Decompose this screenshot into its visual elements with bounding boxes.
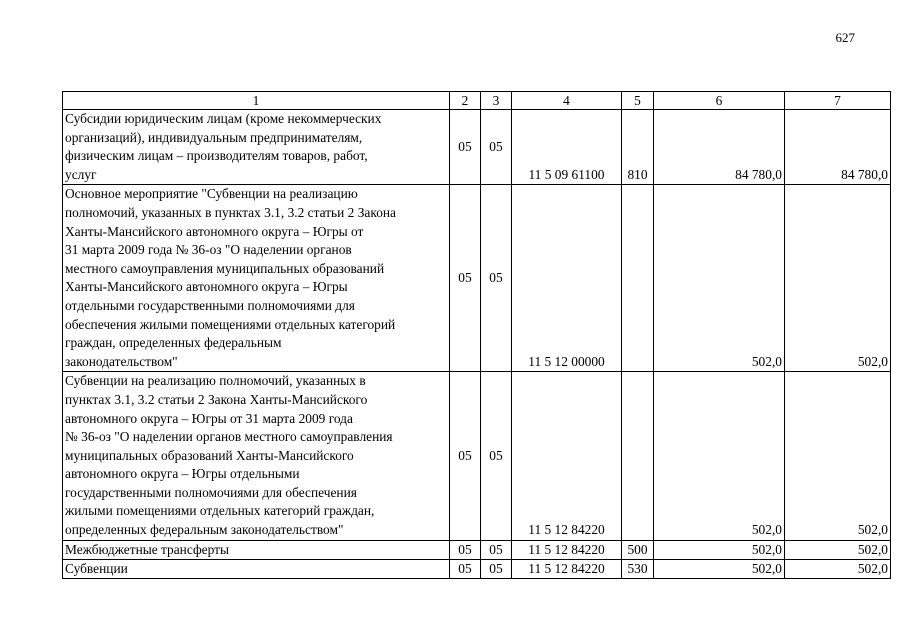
row-name-line: пунктах 3.1, 3.2 статьи 2 Закона Ханты-Мансийского: [65, 391, 368, 407]
sum-cell: 502,0: [785, 559, 891, 578]
header-cell: 5: [622, 92, 654, 110]
row-name-line: Основное мероприятие "Субвенции на реализацию: [65, 186, 358, 202]
table-header-row: [63, 92, 891, 110]
sum-cell: 502,0: [654, 372, 785, 540]
prz-cell: 05: [481, 559, 512, 578]
row-name-line: Субвенции: [65, 561, 128, 577]
row-name-line: определенных федеральным законодательством": [65, 522, 344, 538]
row-name-line: местного самоуправления муниципальных образований: [65, 260, 385, 276]
prz-cell: 05: [481, 110, 512, 185]
table-row: [63, 110, 891, 185]
rz-cell: 05: [450, 110, 481, 185]
header-cell: 1: [63, 92, 450, 110]
sum-cell: 502,0: [785, 372, 891, 540]
table-row: [63, 559, 891, 578]
row-name-cell: [63, 559, 450, 578]
sum-cell: 502,0: [654, 559, 785, 578]
row-name-line: обеспечения жилыми помещениями отдельных категорий: [65, 316, 396, 332]
prz-cell: 05: [481, 185, 512, 372]
row-name-line: муниципальных образований Ханты-Мансийского: [65, 447, 354, 463]
header-cell: 7: [785, 92, 891, 110]
row-name-cell: [63, 540, 450, 559]
csr-cell: 11 5 09 61100: [512, 110, 622, 185]
vr-cell: 810: [622, 110, 654, 185]
row-name-cell: [63, 185, 450, 372]
table-row: [63, 372, 891, 540]
csr-cell: 11 5 12 00000: [512, 185, 622, 372]
rz-cell: 05: [450, 372, 481, 540]
header-cell: 6: [654, 92, 785, 110]
budget-table: [62, 91, 891, 579]
vr-cell: [622, 185, 654, 372]
sum-cell: 502,0: [654, 185, 785, 372]
prz-cell: 05: [481, 540, 512, 559]
row-name-line: полномочий, указанных в пунктах 3.1, 3.2 статьи 2 Закона: [65, 204, 397, 220]
vr-cell: [622, 372, 654, 540]
rz-cell: 05: [450, 185, 481, 372]
header-cell: 2: [450, 92, 481, 110]
csr-cell: 11 5 12 84220: [512, 372, 622, 540]
sum-cell: 502,0: [785, 540, 891, 559]
row-name-line: государственными полномочиями для обеспечения: [65, 484, 357, 500]
header-cell: 4: [512, 92, 622, 110]
prz-cell: 05: [481, 372, 512, 540]
sum-cell: 502,0: [785, 185, 891, 372]
row-name-cell: [63, 372, 450, 540]
row-name-line: организаций), индивидуальным предпринимателям,: [65, 129, 363, 145]
row-name-line: Субсидии юридическим лицам (кроме некоммерческих: [65, 111, 382, 126]
row-name-cell: [63, 110, 450, 185]
row-name-line: Субвенции на реализацию полномочий, указанных в: [65, 373, 366, 389]
rz-cell: 05: [450, 540, 481, 559]
row-name-line: Ханты-Мансийского автономного округа – Югры: [65, 279, 348, 295]
vr-cell: 530: [622, 559, 654, 578]
row-name-line: физическим лицам – производителям товаров, работ,: [65, 148, 368, 164]
page-number: 627: [835, 30, 855, 45]
row-name-line: автономного округа – Югры отдельными: [65, 466, 300, 482]
vr-cell: 500: [622, 540, 654, 559]
row-name-line: законодательством": [65, 353, 178, 369]
row-name-line: 31 марта 2009 года № 36-оз "О наделении органов: [65, 242, 352, 258]
row-name-line: жилыми помещениями отдельных категорий граждан,: [65, 503, 375, 519]
row-name-line: № 36-оз "О наделении органов местного самоуправления: [65, 429, 393, 445]
table-row: [63, 185, 891, 372]
header-cell: 3: [481, 92, 512, 110]
sum-cell: 84 780,0: [785, 110, 891, 185]
row-name-line: автономного округа – Югры от 31 марта 2009 года: [65, 410, 353, 426]
row-name-line: услуг: [65, 166, 97, 182]
csr-cell: 11 5 12 84220: [512, 540, 622, 559]
row-name-line: граждан, определенных федеральным: [65, 335, 282, 351]
csr-cell: 11 5 12 84220: [512, 559, 622, 578]
row-name-line: Межбюджетные трансферты: [65, 542, 229, 558]
sum-cell: 84 780,0: [654, 110, 785, 185]
row-name-line: отдельными государственными полномочиями для: [65, 297, 355, 313]
row-name-line: Ханты-Мансийского автономного округа – Югры от: [65, 223, 364, 239]
sum-cell: 502,0: [654, 540, 785, 559]
rz-cell: 05: [450, 559, 481, 578]
table-row: [63, 540, 891, 559]
